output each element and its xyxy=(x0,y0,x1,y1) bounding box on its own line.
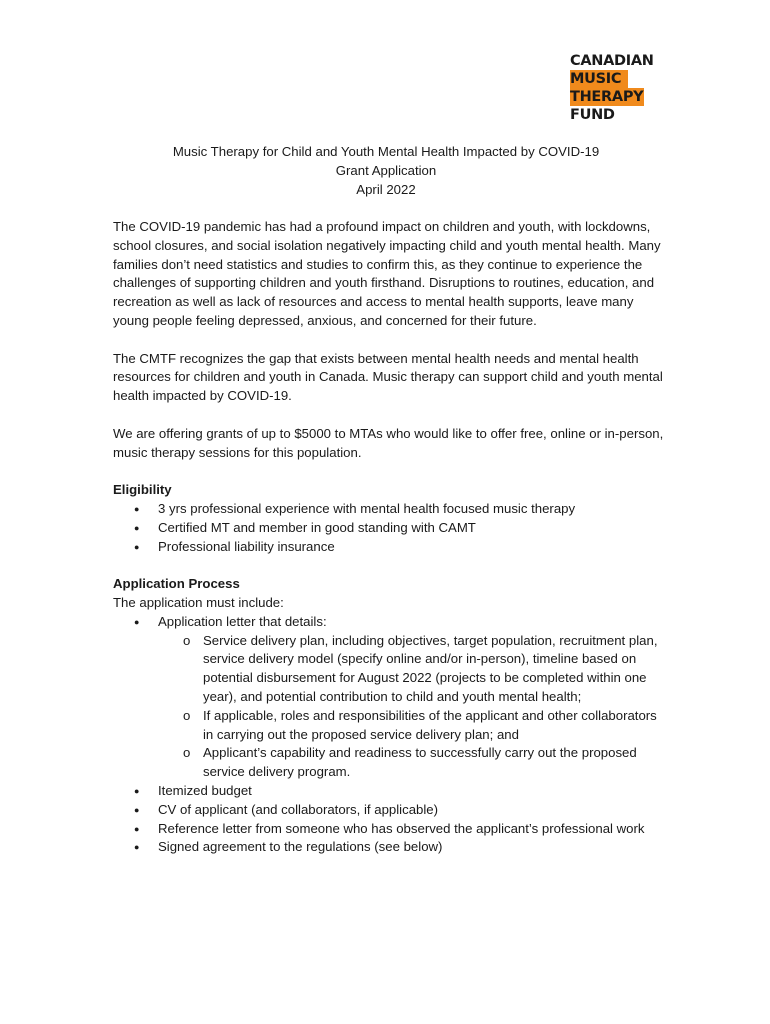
sub-list-item: o Applicant’s capability and readiness to successfully carry out the proposed service delivery program. xyxy=(158,744,665,782)
cmtf-paragraph: The CMTF recognizes the gap that exists between mental health needs and mental health resources for children and youth in Canada. Music therapy can support child and youth mental health impacted by COVID-19. xyxy=(113,350,663,404)
list-item: ● Professional liability insurance xyxy=(113,538,665,557)
cmtf-logo xyxy=(570,52,654,124)
list-item: ● Signed agreement to the regulations (see below) xyxy=(113,838,665,857)
document-header xyxy=(113,143,659,199)
intro-paragraph: The COVID-19 pandemic has had a profound impact on children and youth, with lockdowns, school closures, and social isolation negatively impacting child and youth mental health. Many families don’t need statistics and studies to confirm this, as they continue to experience the challenges of supporting children and youth firsthand. Disruptions to routines, education, and recreation as well as lack of resources and access to mental health supports, leave many young people feeling depressed, anxious, and concerned for their future. xyxy=(113,219,661,328)
document-date: April 2022 xyxy=(356,181,416,197)
logo-line-canadian: CANADIAN xyxy=(570,53,654,69)
eligibility-list xyxy=(113,500,665,556)
document-subtitle: Grant Application xyxy=(335,162,437,178)
list-item: ● Itemized budget xyxy=(113,782,665,801)
sub-list-item: o Service delivery plan, including objectives, target population, recruitment plan, service delivery model (specify online and/or in-person), timeline based on potential disbursement for August 2022 (projects to be completed within one year), and potential contribution to child and youth mental health; xyxy=(158,632,665,707)
application-list xyxy=(113,613,665,857)
list-item xyxy=(113,613,665,782)
list-item: ● CV of applicant (and collaborators, if applicable) xyxy=(113,801,665,820)
application-letter-sublist xyxy=(158,632,665,782)
logo-line-music: MUSIC xyxy=(570,70,628,88)
grant-offer-paragraph: We are offering grants of up to $5000 to MTAs who would like to offer free, online or in-person, music therapy sessions for this population. xyxy=(113,425,664,460)
document-title: Music Therapy for Child and Youth Mental Health Impacted by COVID-19 xyxy=(172,144,600,159)
list-item: ● 3 yrs professional experience with mental health focused music therapy xyxy=(113,500,665,519)
document-body xyxy=(113,218,665,857)
application-letter-label: Application letter that details: xyxy=(158,613,327,629)
list-item: ● Certified MT and member in good standing with CAMT xyxy=(113,519,665,538)
list-item: ● Reference letter from someone who has observed the applicant’s professional work xyxy=(113,820,665,839)
logo-line-therapy: THERAPY xyxy=(570,89,644,105)
sub-list-item: o If applicable, roles and responsibilities of the applicant and other collaborators in carrying out the proposed service delivery plan; and xyxy=(158,707,665,745)
application-heading: Application Process xyxy=(113,576,240,592)
application-intro: The application must include: xyxy=(113,594,284,610)
eligibility-heading: Eligibility xyxy=(113,482,172,498)
logo-line-fund: FUND xyxy=(570,107,615,123)
